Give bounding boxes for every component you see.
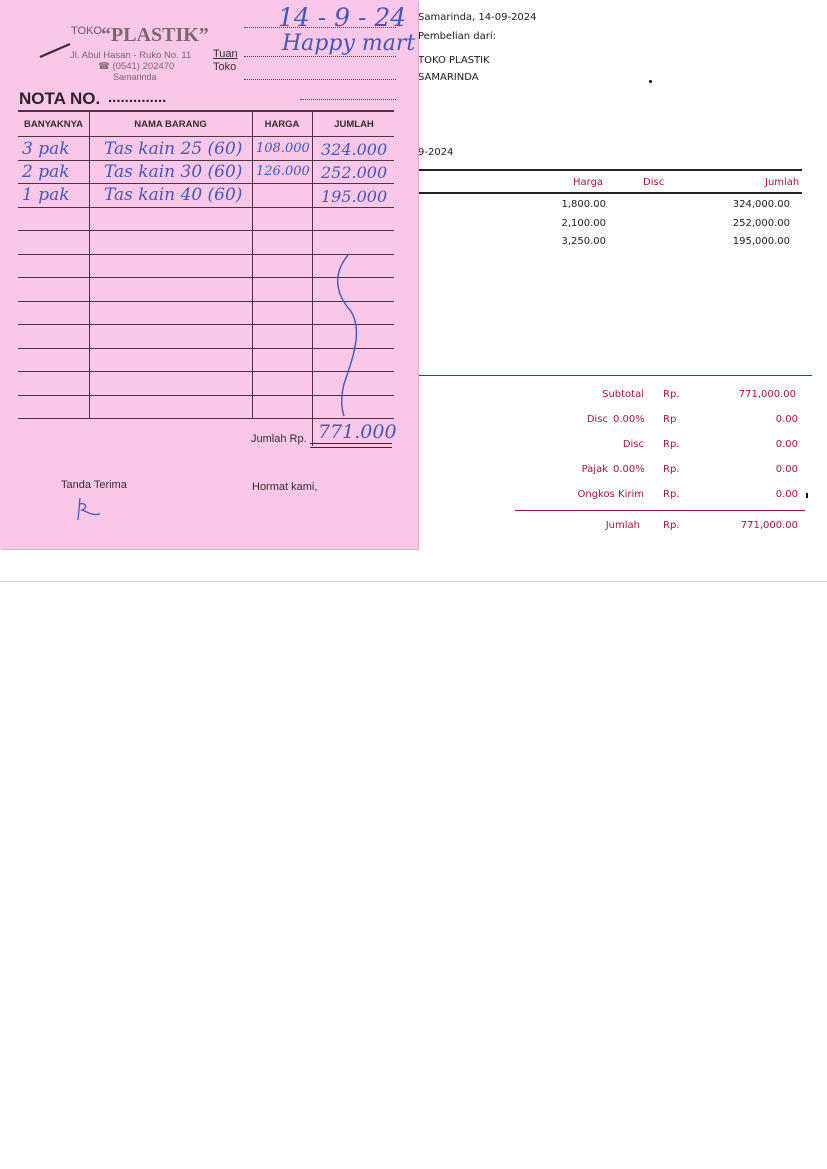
row-qty: 3 pak	[22, 139, 70, 159]
summary-subtotal-label: Subtotal	[602, 389, 644, 400]
scan-speck	[806, 493, 808, 498]
table-line	[18, 160, 394, 161]
row-qty: 1 pak	[22, 185, 70, 205]
customer-dotted-line	[244, 56, 396, 57]
strike-out-pen-stroke	[330, 252, 370, 420]
shop-address: Jl. Abul Hasan - Ruko No. 11	[70, 50, 192, 61]
summary-total-currency: Rp.	[663, 520, 680, 531]
customer-dotted-line-2	[244, 79, 396, 80]
table-line	[18, 207, 394, 208]
item-row-amount: 195,000.00	[732, 236, 790, 247]
column-divider	[312, 110, 313, 446]
row-item: Tas kain 30 (60)	[104, 162, 243, 182]
table-top-border	[18, 110, 394, 112]
column-header-price: Harga	[573, 177, 604, 188]
items-header-top-rule	[418, 169, 802, 171]
handwritten-customer: Happy mart	[282, 31, 416, 56]
to-label-toko: Toko	[213, 61, 237, 73]
header-amount: JUMLAH	[334, 119, 374, 130]
row-amount: 324.000	[321, 140, 388, 159]
summary-shipping-value: 0.00	[775, 489, 798, 500]
table-line	[18, 230, 394, 231]
summary-subtotal-value: 771,000.00	[738, 389, 796, 400]
row-item: Tas kain 25 (60)	[104, 139, 243, 159]
shop-city: Samarinda	[113, 72, 157, 82]
column-header-disc: Disc	[643, 177, 665, 188]
summary-subtotal-currency: Rp.	[663, 389, 680, 400]
summary-tax-value: 0.00	[775, 464, 798, 475]
summary-shipping-label: Ongkos Kirim	[577, 489, 644, 500]
shop-prefix: TOKO	[71, 25, 102, 37]
summary-disc-currency: Rp	[663, 414, 677, 425]
invoice-supplier-city: SAMARINDA	[418, 72, 479, 83]
shop-name: “PLASTIK”	[101, 24, 209, 46]
summary-total-value: 771,000.00	[740, 520, 798, 531]
summary-disc-amount-value: 0.00	[775, 439, 798, 450]
shop-phone: ☎ (0541) 202470	[98, 61, 175, 72]
invoice-supplier-name: TOKO PLASTIK	[418, 55, 490, 66]
nota-number-dots: ..............	[108, 89, 167, 106]
summary-disc-percent: 0.00%	[613, 414, 645, 425]
column-header-amount: Jumlah	[765, 177, 800, 188]
handwritten-total: 771.000	[318, 421, 397, 443]
summary-disc-amount-currency: Rp.	[663, 439, 680, 450]
item-row-price: 2,100.00	[561, 218, 606, 229]
total-double-underline	[310, 443, 392, 448]
row-amount: 195.000	[321, 187, 388, 206]
column-divider	[89, 110, 90, 418]
total-label: Jumlah Rp.	[251, 433, 307, 445]
column-divider	[252, 110, 253, 418]
address-dotted-line	[300, 99, 396, 100]
handwritten-signature-icon	[70, 494, 106, 524]
row-item: Tas kain 40 (60)	[104, 185, 243, 205]
handwritten-receipt	[0, 0, 418, 549]
row-amount: 252.000	[321, 163, 388, 182]
pen-logo-icon	[38, 40, 74, 60]
summary-disc-value: 0.00	[775, 414, 798, 425]
row-price: 126.000	[256, 164, 310, 179]
table-header-border	[18, 136, 394, 137]
summary-disc-label: Disc	[586, 414, 608, 425]
header-price: HARGA	[264, 119, 300, 130]
table-line	[18, 183, 394, 184]
invoice-date-fragment: 9-2024	[418, 147, 454, 158]
signature-received-by: Tanda Terima	[61, 479, 127, 491]
summary-tax-label: Pajak	[581, 464, 608, 475]
nota-number-label: NOTA NO.	[19, 89, 101, 108]
invoice-place-date: Samarinda, 14-09-2024	[418, 12, 537, 23]
date-dotted-line	[244, 27, 396, 28]
invoice-purchased-from-label: Pembelian dari:	[418, 31, 497, 42]
items-bottom-rule	[418, 375, 812, 376]
total-rule	[515, 510, 805, 511]
to-label-tuan: Tuan	[213, 48, 238, 60]
row-price: 108.000	[256, 141, 310, 156]
item-row-price: 1,800.00	[561, 199, 606, 210]
header-item: NAMA BARANG	[134, 119, 207, 130]
summary-shipping-currency: Rp.	[663, 489, 680, 500]
item-row-amount: 324,000.00	[732, 199, 790, 210]
items-header-bottom-rule	[418, 192, 802, 194]
summary-tax-percent: 0.00%	[613, 464, 645, 475]
summary-total-label: Jumlah	[605, 520, 640, 531]
summary-disc-amount-label: Disc	[622, 439, 644, 450]
header-qty: BANYAKNYA	[24, 119, 83, 130]
scan-speck	[649, 80, 652, 83]
row-qty: 2 pak	[22, 162, 70, 182]
item-row-price: 3,250.00	[561, 236, 606, 247]
handwritten-date: 14 - 9 - 24	[278, 3, 407, 32]
signature-regards: Hormat kami,	[252, 481, 318, 493]
item-row-amount: 252,000.00	[732, 218, 790, 229]
summary-tax-currency: Rp.	[663, 464, 680, 475]
